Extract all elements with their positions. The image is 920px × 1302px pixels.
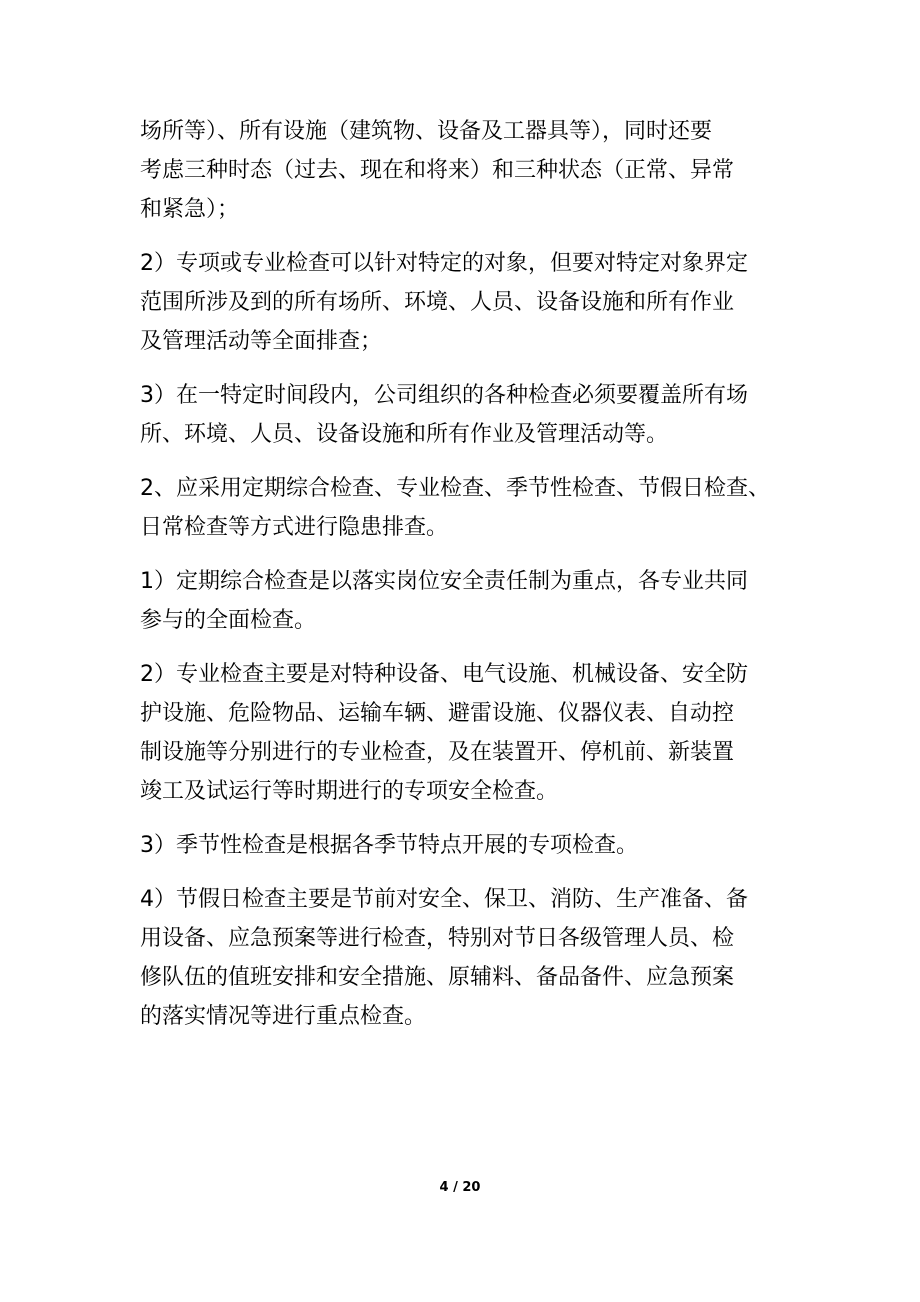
paragraph bbox=[140, 244, 800, 361]
paragraph bbox=[140, 376, 800, 454]
text-line: 及管理活动等全面排查； bbox=[140, 329, 383, 354]
paragraph bbox=[140, 469, 800, 547]
text-line: 和紧急）； bbox=[140, 197, 240, 222]
text-line: 所、环境、人员、设备设施和所有作业及管理活动等。 bbox=[140, 422, 669, 447]
paragraph bbox=[140, 562, 800, 640]
text-line: 4）节假日检查主要是节前对安全、保卫、消防、生产准备、备 bbox=[140, 887, 748, 912]
paragraph bbox=[140, 826, 800, 865]
document-body bbox=[140, 112, 800, 1051]
text-line: 护设施、危险物品、运输车辆、避雷设施、仪器仪表、自动控 bbox=[140, 701, 735, 726]
text-line: 2）专业检查主要是对特种设备、电气设施、机械设备、安全防 bbox=[140, 662, 748, 687]
text-line: 参与的全面检查。 bbox=[140, 608, 317, 633]
text-line: 3）季节性检查是根据各季节特点开展的专项检查。 bbox=[140, 833, 638, 858]
text-line: 3）在一特定时间段内，公司组织的各种检查必须要覆盖所有场 bbox=[140, 383, 748, 408]
text-line: 用设备、应急预案等进行检查，特别对节日各级管理人员、检 bbox=[140, 926, 735, 951]
text-line: 考虑三种时态（过去、现在和将来）和三种状态（正常、异常 bbox=[140, 158, 735, 183]
text-line: 场所等）、所有设施（建筑物、设备及工器具等），同时还要 bbox=[140, 119, 713, 144]
paragraph bbox=[140, 880, 800, 1036]
text-line: 2、应采用定期综合检查、专业检查、季节性检查、节假日检查、 bbox=[140, 476, 770, 501]
page-number: 4 / 20 bbox=[439, 1180, 481, 1195]
text-line: 2）专项或专业检查可以针对特定的对象，但要对特定对象界定 bbox=[140, 251, 748, 276]
text-line: 范围所涉及到的所有场所、环境、人员、设备设施和所有作业 bbox=[140, 290, 735, 315]
paragraph bbox=[140, 655, 800, 811]
paragraph bbox=[140, 112, 800, 229]
text-line: 修队伍的值班安排和安全措施、原辅料、备品备件、应急预案 bbox=[140, 965, 735, 990]
text-line: 1）定期综合检查是以落实岗位安全责任制为重点，各专业共同 bbox=[140, 569, 748, 594]
text-line: 制设施等分别进行的专业检查，及在装置开、停机前、新装置 bbox=[140, 740, 735, 765]
text-line: 日常检查等方式进行隐患排查。 bbox=[140, 515, 449, 540]
text-line: 竣工及试运行等时期进行的专项安全检查。 bbox=[140, 779, 559, 804]
text-line: 的落实情况等进行重点检查。 bbox=[140, 1004, 427, 1029]
